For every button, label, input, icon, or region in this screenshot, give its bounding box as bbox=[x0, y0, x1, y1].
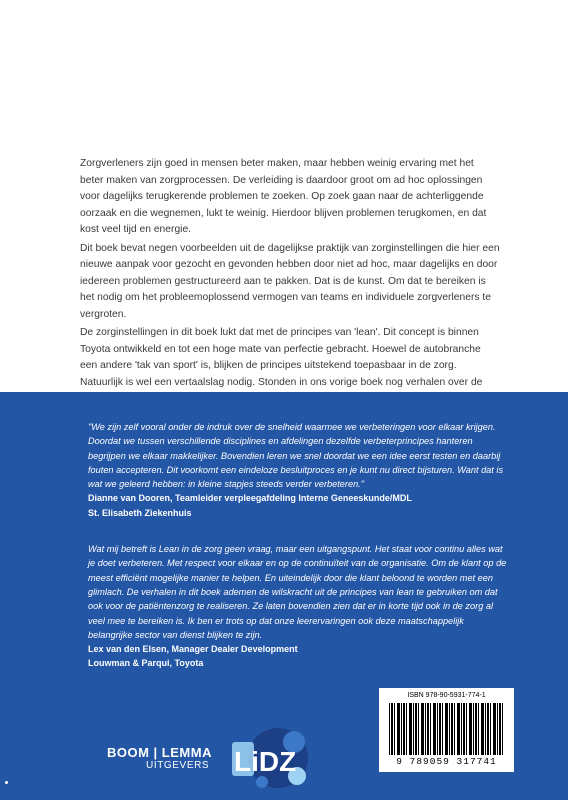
publisher-logo bbox=[107, 746, 212, 772]
intro-text-block bbox=[80, 156, 500, 410]
quote-attribution: Lex van den Elsen, Manager Dealer Development bbox=[88, 644, 298, 655]
logo-circle-small bbox=[256, 776, 268, 788]
isbn-number: ISBN 978-90-5931-774-1 bbox=[407, 692, 486, 699]
quote-2 bbox=[88, 542, 508, 671]
quote-attribution-org: Louwman & Parqui, Toyota bbox=[88, 658, 204, 669]
intro-paragraph: Dit boek bevat negen voorbeelden uit de dagelijkse praktijk van zorginstellingen die hier een nieuwe aanpak voor gezocht en gevonden hebben door niet ad hoc, maar dagelijks en door iedereen problemen gestructureerd aan te pakken. Dat is de kunst. Om dat te bereiken is het nodig om het probleemoplossend vermogen van teams en individuele zorgverleners te vergroten. bbox=[80, 242, 500, 320]
quote-1 bbox=[88, 420, 508, 520]
logo-text: LiDZ bbox=[234, 746, 297, 777]
quote-attribution: Dianne van Dooren, Teamleider verpleegafdeling Interne Geneeskunde/MDL bbox=[88, 493, 412, 504]
barcode-digits: 9 789059 317741 bbox=[396, 756, 497, 767]
publisher-name: BOOM | LEMMA bbox=[107, 745, 212, 760]
intro-paragraph: Zorgverleners zijn goed in mensen beter maken, maar hebben weinig ervaring met het beter maken van zorgprocessen. De verleiding is daardoor groot om ad hoc oplossingen voor dagelijks terugkerende problemen te zoeken. Op zoek gaan naar de achterliggende oorzaak en die wegnemen, lukt te weinig. Hierdoor blijven problemen terugkomen, en dat kost veel tijd en energie. bbox=[80, 158, 487, 235]
publisher-subtitle: UITGEVERS bbox=[146, 760, 210, 771]
isbn-barcode bbox=[379, 688, 514, 772]
barcode-bars bbox=[389, 703, 504, 755]
intro-paragraph: De zorginstellingen in dit boek lukt dat met de principes van 'lean'. Dit concept is binnen Toyota ontwikkeld en tot een hoge mate van perfectie gebracht. Hoewel de autobranche een andere 'tak van sport' is, blijken de principes uitstekend toepasbaar in de zorg. Natuurlijk is wel een vertaalslag nodig. Stonden in ons vorige boek nog verhalen over de bbox=[80, 327, 483, 388]
quote-attribution-org: St. Elisabeth Ziekenhuis bbox=[88, 507, 192, 518]
quote-text: "We zijn zelf vooral onder de indruk over de snelheid waarmee we verbeteringen voor elkaar krijgen. Doordat we tussen verschillende disciplines en afdelingen dezelfde verbeterprincipes hanteren begrijpen we elkaar makkelijker. Bovendien leren we snel doordat we een idee eerst testen en daarbij fouten accepteren. Dit voorkomt een eindeloze besluitproces en je kunt nu direct bijsturen. Want dat is wat we geleerd hebben: in kleine stapjes steeds verder verbeteren." bbox=[88, 422, 504, 490]
top-white-section bbox=[0, 0, 568, 392]
quotes-block bbox=[88, 420, 508, 671]
corner-dot bbox=[5, 781, 8, 784]
lidz-logo-icon bbox=[226, 716, 316, 796]
quote-text: Wat mij betreft is Lean in de zorg geen vraag, maar een uitgangspunt. Het staat voor continu alles wat je doet verbeteren. Met respect voor elkaar en op de continuïteit van de organisatie. Om de klant op de meest efficiënt mogelijke manier te helpen. En uiteindelijk door die klant beloond te worden met een glimlach. De verhalen in dit boek ademen de wilskracht uit de principes van lean te gebruiken om dat ook voor de patiëntenzorg te realiseren. Ze laten bovendien zien dat er in korte tijd ook in de zorg al veel mee te bereiken is. Ik ben er trots op dat onze leerervaringen ook deze maatschappelijk belangrijke sector van dienst blijken te zijn. bbox=[88, 544, 507, 640]
